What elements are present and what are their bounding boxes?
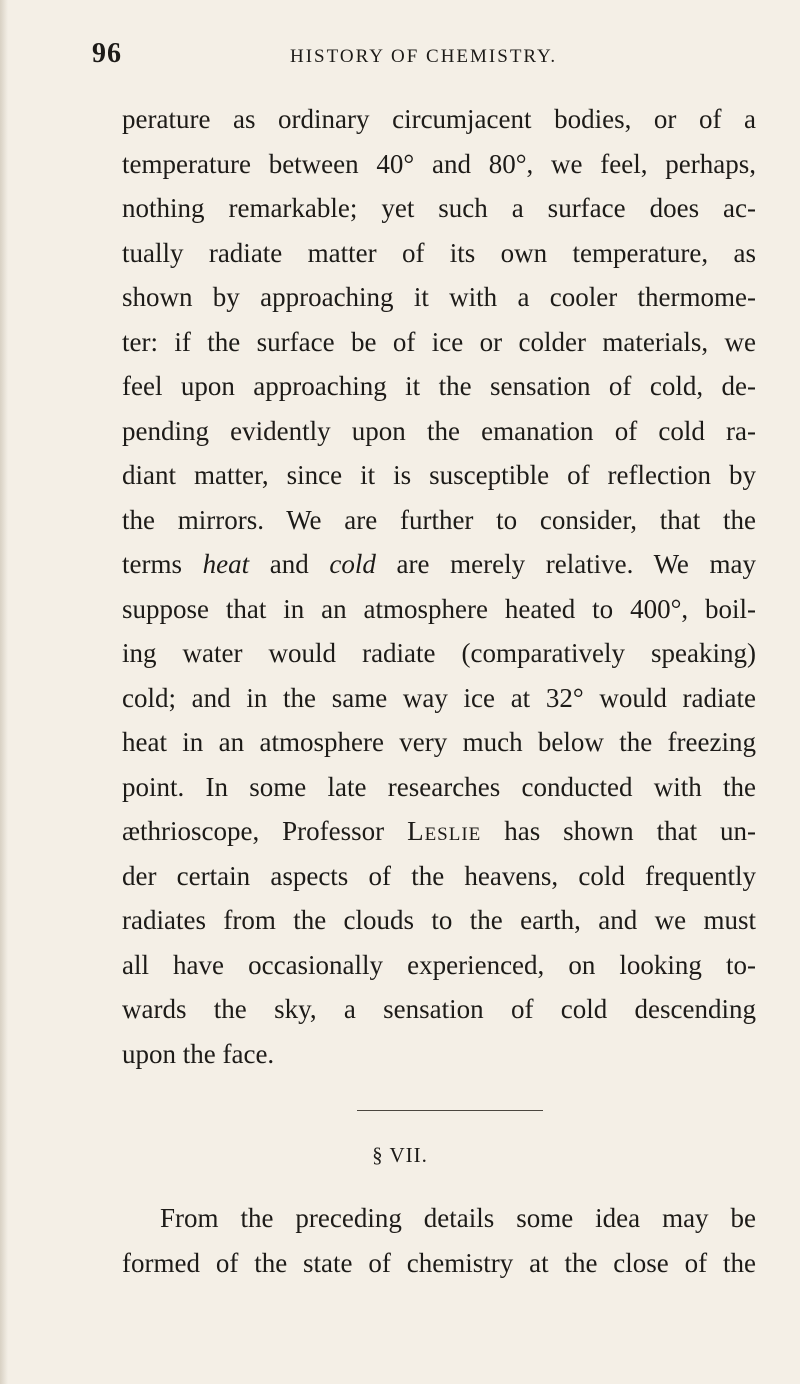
text-line: point. In some late researches conducted with the bbox=[122, 771, 756, 802]
text-line-with-name bbox=[122, 809, 756, 854]
text-line: cold; and in the same way ice at 32° would radiate bbox=[122, 682, 756, 713]
section-divider bbox=[357, 1110, 543, 1111]
text-line: pending evidently upon the emanation of cold ra- bbox=[122, 415, 756, 446]
page-gutter-shadow bbox=[0, 0, 8, 1384]
running-head: HISTORY OF CHEMISTRY. bbox=[290, 46, 558, 67]
text-line: ing water would radiate (comparatively speaking) bbox=[122, 638, 756, 668]
text-line: From the preceding details some idea may be bbox=[160, 1203, 756, 1233]
italic-cold: cold bbox=[329, 549, 376, 579]
body-paragraph-2 bbox=[122, 1196, 756, 1285]
text-line: heat in an atmosphere very much below the freezing bbox=[122, 727, 756, 757]
text-line: ter: if the surface be of ice or colder materials, we bbox=[122, 326, 756, 357]
text-line: temperature between 40° and 80°, we feel, perhaps, bbox=[122, 148, 756, 179]
body-paragraph-1 bbox=[122, 97, 756, 1076]
line-before-italic: terms bbox=[122, 549, 203, 579]
text-line: the mirrors. We are further to consider, that the bbox=[122, 504, 756, 535]
text-line: suppose that in an atmosphere heated to 400°, boil- bbox=[122, 593, 756, 624]
line-after-name: has shown that un- bbox=[481, 816, 756, 846]
text-line: der certain aspects of the heavens, cold frequently bbox=[122, 860, 756, 891]
text-line: feel upon approaching it the sensation of cold, de- bbox=[122, 371, 756, 401]
person-name: Leslie bbox=[407, 816, 482, 846]
text-line-last: upon the face. bbox=[122, 1038, 275, 1069]
line-after-italic: are merely relative. We may bbox=[375, 549, 756, 579]
text-line: radiates from the clouds to the earth, and we must bbox=[122, 905, 756, 935]
italic-heat: heat bbox=[202, 549, 250, 579]
text-line: perature as ordinary circumjacent bodies, or of a bbox=[122, 104, 756, 134]
text-line: nothing remarkable; yet such a surface does ac- bbox=[122, 193, 756, 223]
page-header bbox=[92, 38, 732, 78]
text-line: diant matter, since it is susceptible of reflection by bbox=[122, 460, 756, 490]
section-heading: § VII. bbox=[372, 1143, 428, 1167]
text-line: shown by approaching it with a cooler thermome- bbox=[122, 282, 756, 312]
text-line: wards the sky, a sensation of cold descending bbox=[122, 994, 756, 1024]
line-before-name: æthrioscope, Professor bbox=[122, 816, 408, 846]
line-middle: and bbox=[249, 549, 330, 579]
text-line: all have occasionally experienced, on looking to- bbox=[122, 949, 756, 980]
page-number: 96 bbox=[92, 38, 122, 69]
text-line: tually radiate matter of its own temperature, as bbox=[122, 237, 756, 268]
text-line-with-italics bbox=[122, 542, 756, 587]
text-line: formed of the state of chemistry at the close of the bbox=[122, 1247, 756, 1278]
